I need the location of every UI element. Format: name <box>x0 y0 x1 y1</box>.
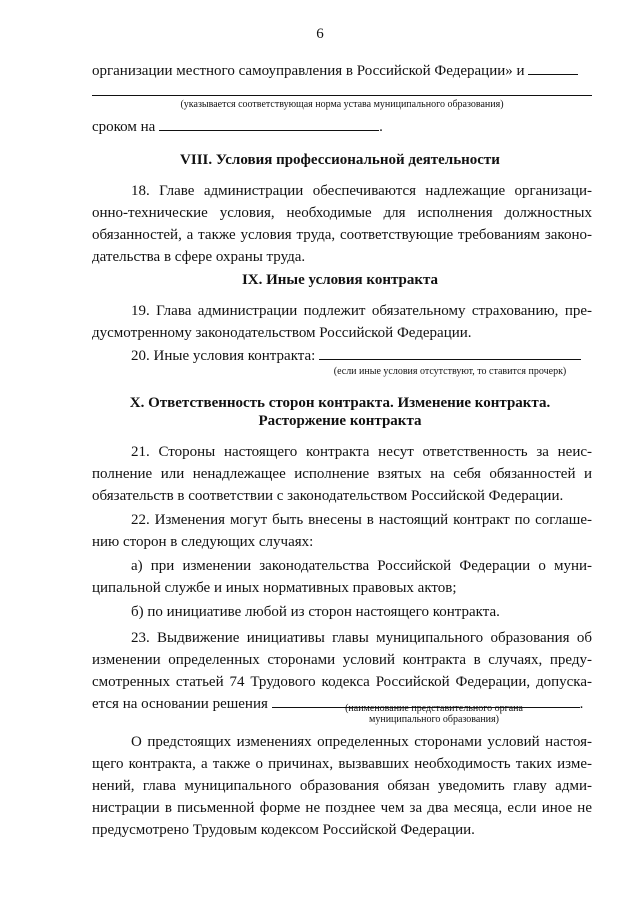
text: организации местного самоуправления в Российской Федерации» и <box>92 63 525 79</box>
text-line: дательства в сфере охраны труда. <box>92 249 306 265</box>
text: сроком на <box>92 119 156 135</box>
text-line: нистрации в письменной форме не позднее чем за два месяца, если иное не <box>92 800 592 816</box>
text-line: обязанностей, а также условия труда, соответствующие требованиям законо- <box>92 227 592 243</box>
text-line: О предстоящих изменениях определенных сторонами условий настоя- <box>131 734 592 750</box>
text-line: ципальной службе и иных нормативных правовых актов; <box>92 580 457 596</box>
text-line: 18. Главе администрации обеспечиваются надлежащие организаци- <box>131 183 592 199</box>
text-line: щего контракта, а также о причинах, вызвавших необходимость таких изме- <box>92 756 592 772</box>
text-line <box>92 60 592 82</box>
text-line: онно-технические условия, необходимые для исполнения должностных <box>92 205 592 221</box>
field-note: (если иные условия отсутствуют, то ставится прочерк) <box>333 366 567 377</box>
section-heading: IX. Иные условия контракта <box>241 272 439 288</box>
blank-field <box>319 345 581 360</box>
text-line: б) по инициативе любой из сторон настоящего контракта. <box>131 604 500 620</box>
text: . <box>579 696 584 712</box>
text-line: а) при изменении законодательства Российской Федерации о муни- <box>131 558 592 574</box>
text-line: смотренных статьей 74 Трудового кодекса Российской Федерации, допуска- <box>92 674 592 690</box>
text: ется на основании решения <box>92 696 268 712</box>
field-note: (указывается соответствующая норма устава муниципального образования) <box>180 99 504 110</box>
text-line: нений, глава муниципального образования обязан уведомить главу адми- <box>92 778 592 794</box>
text-line: нию сторон в следующих случаях: <box>92 534 314 550</box>
blank-rule <box>92 95 592 96</box>
text-line: предусмотрено Трудовым кодексом Российской Федерации. <box>92 822 475 838</box>
field-note: (наименование представительного органа <box>345 703 523 714</box>
text-line: изменении определенных сторонами условий контракта в случаях, преду- <box>92 652 592 668</box>
page-number: 6 <box>316 26 324 42</box>
text-line: 19. Глава администрации подлежит обязательному страхованию, пре- <box>131 303 592 319</box>
text-line: 21. Стороны настоящего контракта несут ответственность за неис- <box>131 444 592 460</box>
text-line <box>131 345 592 367</box>
blank-field <box>528 60 578 75</box>
text: . <box>379 119 383 135</box>
text-line: 23. Выдвижение инициативы главы муниципального образования об <box>131 630 592 646</box>
text-line: дусмотренному законодательством Российской Федерации. <box>92 325 472 341</box>
text: 20. Иные условия контракта: <box>131 348 316 364</box>
field-note: муниципального образования) <box>369 714 499 725</box>
text-line: обязательств в соответствии с законодательством Российской Федерации. <box>92 488 564 504</box>
text-line: полнение или ненадлежащее исполнение взятых на себя обязанностей и <box>92 466 592 482</box>
blank-field <box>159 116 379 131</box>
section-heading: VIII. Условия профессиональной деятельности <box>180 152 500 168</box>
text-line: 22. Изменения могут быть внесены в настоящий контракт по соглаше- <box>131 512 592 528</box>
text-line <box>92 116 592 138</box>
section-heading: Расторжение контракта <box>258 413 422 429</box>
section-heading: X. Ответственность сторон контракта. Изменение контракта. <box>129 395 551 411</box>
